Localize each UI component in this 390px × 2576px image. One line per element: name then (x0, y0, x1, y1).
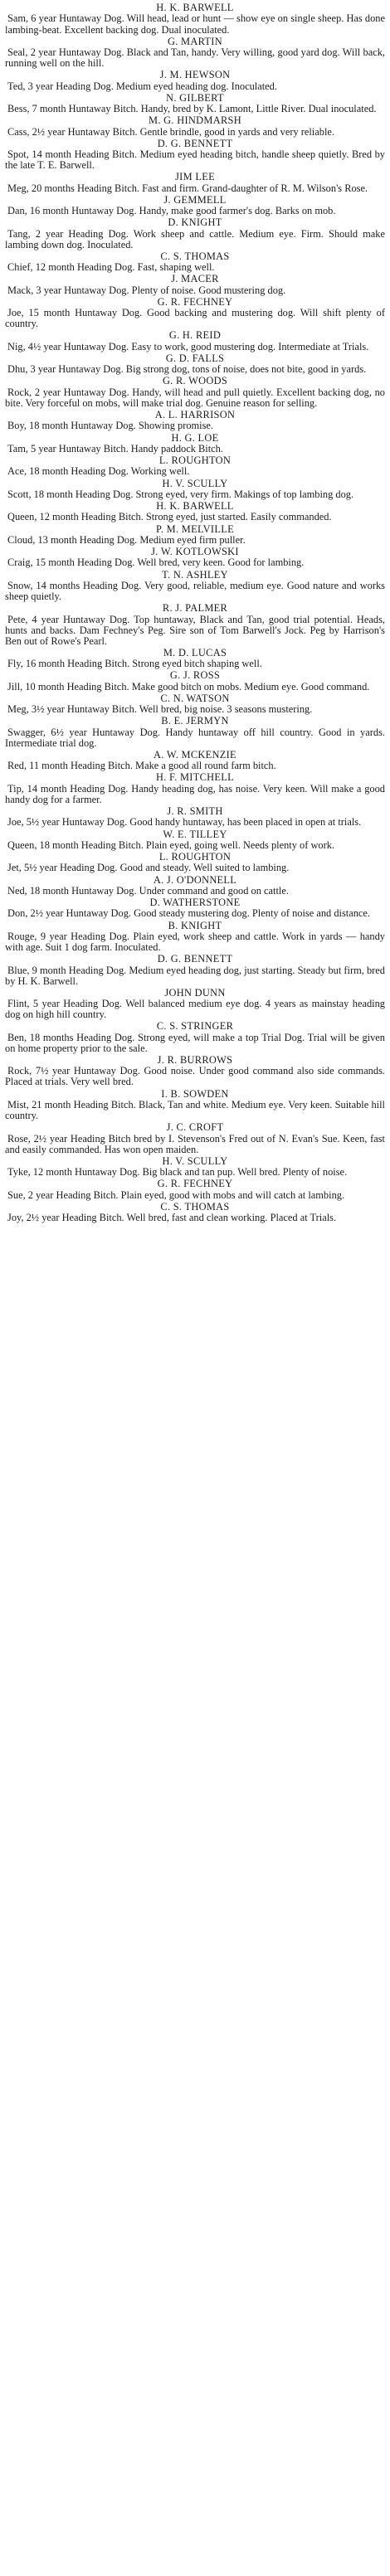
dog-description: Scott, 18 month Heading Dog. Strong eyed, very firm. Makings of top lambing dog. (7, 488, 354, 500)
breeder-name: H. V. SCULLY (162, 1154, 228, 1167)
dog-description: Mist, 21 month Heading Bitch. Black, Tan and white. Medium eye. Very keen. Suitable hill country. (5, 1098, 385, 1121)
dog-entry (5, 171, 385, 194)
breeder-name: J. MACER (171, 273, 219, 285)
dog-entry (5, 920, 385, 954)
dog-entry (5, 874, 385, 897)
dog-entry (5, 771, 385, 805)
catalogue-column (5, 0, 385, 1223)
dog-entry (5, 114, 385, 138)
dog-entry (5, 375, 385, 409)
breeder-name: H. F. MITCHELL (155, 771, 235, 784)
breeder-name: G. D. FALLS (165, 352, 225, 364)
breeder-name: J. R. BURROWS (157, 1053, 233, 1066)
dog-description: Dan, 16 month Huntaway Dog. Handy, make good farmer's dog. Barks on mob. (7, 205, 336, 217)
breeder-name: JOHN DUNN (164, 986, 226, 999)
breeder-name: C. S. STRINGER (156, 1020, 234, 1033)
breeder-name: I. B. SOWDEN (161, 1087, 229, 1100)
breeder-name: R. J. PALMER (162, 602, 228, 615)
dog-description: Meg, 20 months Heading Bitch. Fast and firm. Grand-daughter of R. M. Wilson's Rose. (7, 182, 368, 194)
breeder-name: G. J. ROSS (169, 669, 221, 682)
dog-entry (5, 194, 385, 217)
dog-entry (5, 1054, 385, 1088)
dog-entry (5, 1121, 385, 1155)
breeder-name: D. G. BENNETT (157, 137, 233, 149)
breeder-name: C. S. THOMAS (160, 1200, 230, 1213)
dog-description: Sue, 2 year Heading Bitch. Plain eyed, good with mobs and will catch at lambing. (7, 1188, 345, 1201)
dog-description: Mack, 3 year Huntaway Dog. Plenty of noise. Good mustering dog. (7, 284, 286, 296)
dog-entry (5, 546, 385, 569)
dog-description: Blue, 9 month Heading Dog. Medium eyed heading dog, just starting. Steady but firm, bred by H. K. Barwell. (5, 964, 385, 987)
breeder-name: L. ROUGHTON (158, 454, 232, 467)
dog-description: Cloud, 13 month Heading Dog. Medium eyed firm puller. (7, 533, 246, 546)
breeder-name: J. GEMMELL (163, 193, 227, 206)
dog-description: Ace, 18 month Heading Dog. Working well. (7, 465, 190, 478)
breeder-name: W. E. TILLEY (163, 828, 227, 840)
dog-description: Flint, 5 year Heading Dog. Well balanced medium eye dog. 4 years as mainstay heading dog on high hill country. (5, 998, 385, 1021)
dog-description: Ben, 18 months Heading Dog. Strong eyed, will make a top Trial Dog. Trial will be given on home property prior to the sale. (5, 1031, 385, 1054)
dog-entry (5, 953, 385, 987)
dog-entry (5, 602, 385, 647)
dog-entry (5, 92, 385, 115)
dog-entry (5, 329, 385, 352)
dog-description: Don, 2½ year Huntaway Dog. Good steady mustering dog. Plenty of noise and distance. (7, 907, 371, 920)
breeder-name: C. N. WATSON (160, 692, 230, 704)
dog-description: Jill, 10 month Heading Bitch. Make good bitch on mobs. Medium eye. Good command. (7, 680, 370, 693)
dog-description: Chief, 12 month Heading Dog. Fast, shaping well. (7, 261, 215, 274)
dog-description: Rouge, 9 year Heading Dog. Plain eyed, work sheep and cattle. Work in yards — handy with age. Suit 1 dog farm. Inoculated. (5, 930, 385, 954)
dog-entry (5, 432, 385, 455)
dog-entry (5, 569, 385, 603)
dog-entry (5, 250, 385, 274)
dog-description: Tyke, 12 month Huntaway Dog. Big black and tan pup. Well bred. Plenty of noise. (7, 1166, 348, 1179)
dog-entry (5, 1155, 385, 1179)
dog-description: Nig, 4½ year Huntaway Dog. Easy to work, good mustering dog. Intermediate at Trials. (7, 340, 369, 352)
dog-entry (5, 715, 385, 749)
dog-description: Ned, 18 month Huntaway Dog. Under command and good on cattle. (7, 884, 289, 897)
breeder-name: T. N. ASHLEY (162, 568, 228, 581)
dog-entry (5, 69, 385, 92)
breeder-name: P. M. MELVILLE (156, 522, 234, 535)
breeder-name: G. H. REID (168, 329, 222, 342)
breeder-name: A. J. O'DONNELL (153, 873, 237, 886)
dog-description: Pete, 4 year Huntaway Dog. Top huntaway, Black and Tan, good trial potential. Heads, hunts and backs. Dam Fechney's Peg. Sire son of Tom Barwell's Jock. Peg by Harrison's Ben out of Rowe's Pearl. (5, 613, 385, 647)
dog-entry (5, 523, 385, 547)
dog-entry (5, 352, 385, 376)
dog-entry (5, 749, 385, 772)
dog-entry (5, 409, 385, 432)
dog-description: Queen, 18 month Heading Bitch. Plain eyed, going well. Needs plenty of work. (7, 838, 335, 851)
breeder-name: A. L. HARRISON (154, 409, 236, 421)
dog-entry (5, 216, 385, 250)
dog-entry (5, 478, 385, 501)
dog-description: Rose, 2½ year Heading Bitch bred by I. Stevenson's Fred out of N. Evan's Sue. Keen, fast and easily commanded. Has won open maiden. (5, 1132, 385, 1155)
dog-entry (5, 851, 385, 874)
breeder-name: B. KNIGHT (168, 919, 222, 931)
breeder-name: G. R. FECHNEY (157, 295, 233, 308)
breeder-name: M. G. HINDMARSH (149, 114, 241, 127)
breeder-name: G. MARTIN (168, 35, 222, 47)
dog-description: Boy, 18 month Huntaway Dog. Showing promise. (7, 420, 214, 432)
dog-description: Bess, 7 month Huntaway Bitch. Handy, bred by K. Lamont, Little River. Dual inoculated. (7, 103, 377, 115)
dog-description: Sam, 6 year Huntaway Dog. Will head, lead or hunt — show eye on single sheep. Has done lambing-beat. Excellent backing dog. Dual inoculated. (5, 12, 385, 36)
dog-entry (5, 454, 385, 478)
dog-entry (5, 1178, 385, 1201)
dog-description: Red, 11 month Heading Bitch. Make a good all round farm bitch. (7, 760, 276, 772)
breeder-name: J. M. HEWSON (159, 69, 231, 81)
dog-description: Joe, 15 month Huntaway Dog. Good backing and mustering dog. Will shift plenty of country. (5, 307, 385, 330)
breeder-name: J. C. CROFT (166, 1121, 224, 1134)
dog-description: Meg, 3½ year Huntaway Bitch. Well bred, big noise. 3 seasons mustering. (7, 703, 313, 716)
dog-entry (5, 138, 385, 172)
dog-description: Tang, 2 year Heading Dog. Work sheep and cattle. Medium eye. Firm. Should make lambing down dog. Inoculated. (5, 227, 385, 250)
dog-description: Rock, 2 year Huntaway Dog. Handy, will head and pull quietly. Excellent backing dog, no bite. Very forceful on mobs, will make trial dog. Genuine reason for selling. (5, 386, 385, 409)
dog-description: Fly, 16 month Heading Bitch. Strong eyed bitch shaping well. (7, 658, 262, 670)
breeder-name: G. R. FECHNEY (157, 1178, 233, 1190)
dog-entry (5, 1201, 385, 1224)
dog-description: Spot, 14 month Heading Bitch. Medium eyed heading bitch, handle sheep quietly. Bred by the late T. E. Barwell. (5, 148, 385, 172)
dog-entry (5, 500, 385, 523)
dog-entry (5, 273, 385, 296)
dog-description: Swagger, 6½ year Huntaway Dog. Handy huntaway off hill country. Good in yards. Intermediate trial dog. (5, 726, 385, 749)
breeder-name: C. S. THOMAS (160, 250, 230, 262)
dog-description: Snow, 14 months Heading Dog. Very good, reliable, medium eye. Good nature and works sheep quietly. (5, 579, 385, 603)
dog-entry (5, 669, 385, 693)
dog-entry (5, 987, 385, 1021)
breeder-name: N. GILBERT (166, 91, 224, 104)
breeder-name: J. W. KOTLOWSKI (151, 546, 239, 558)
dog-description: Joy, 2½ year Heading Bitch. Well bred, fast and clean working. Placed at Trials. (7, 1212, 337, 1224)
breeder-name: G. R. WOODS (162, 375, 228, 387)
dog-description: Cass, 2½ year Huntaway Bitch. Gentle brindle, good in yards and very reliable. (7, 125, 334, 138)
dog-entry (5, 805, 385, 829)
dog-description: Ted, 3 year Heading Dog. Medium eyed heading dog. Inoculated. (7, 80, 277, 92)
dog-entry (5, 693, 385, 716)
dog-entry (5, 897, 385, 920)
breeder-name: M. D. LUCAS (163, 646, 227, 659)
breeder-name: H. K. BARWELL (156, 500, 234, 513)
dog-entry (5, 829, 385, 852)
dog-description: Craig, 15 month Heading Dog. Well bred, very keen. Good for lambing. (7, 557, 305, 569)
dog-entry (5, 647, 385, 670)
dog-entry (5, 2, 385, 36)
dog-description: Joe, 5½ year Huntaway Dog. Good handy huntaway, has been placed in open at trials. (7, 816, 362, 829)
breeder-name: L. ROUGHTON (158, 851, 232, 863)
dog-entry (5, 1020, 385, 1054)
breeder-name: H. K. BARWELL (156, 2, 234, 13)
breeder-name: A. W. MCKENZIE (154, 748, 236, 761)
breeder-name: H. G. LOE (171, 431, 219, 444)
dog-entry (5, 296, 385, 330)
breeder-name: D. KNIGHT (168, 216, 222, 229)
breeder-name: B. E. JERMYN (161, 715, 229, 727)
dog-entry (5, 1088, 385, 1122)
breeder-name: JIM LEE (175, 171, 215, 183)
dog-description: Jet, 5½ year Heading Dog. Good and steady. Well suited to lambing. (7, 862, 290, 874)
dog-description: Tam, 5 year Huntaway Bitch. Handy paddock Bitch. (7, 442, 223, 454)
dog-description: Queen, 12 month Heading Bitch. Strong eyed, just started. Easily commanded. (7, 511, 332, 523)
breeder-name: D. G. BENNETT (157, 953, 233, 965)
breeder-name: J. R. SMITH (167, 805, 223, 818)
dog-description: Tip, 14 month Heading Dog. Handy heading dog, has noise. Very keen. Will make a good handy dog for a farmer. (5, 782, 385, 805)
dog-description: Rock, 7½ year Huntaway Dog. Good noise. Under good command also side commands. Placed at trials. Very well bred. (5, 1065, 385, 1088)
dog-description: Seal, 2 year Huntaway Dog. Black and Tan, handy. Very willing, good yard dog. Will back, running well on the hill. (5, 46, 385, 70)
breeder-name: H. V. SCULLY (162, 477, 228, 489)
breeder-name: D. WATHERSTONE (149, 897, 241, 909)
dog-description: Dhu, 3 year Huntaway Dog. Big strong dog, tons of noise, does not bite, good in yards. (7, 363, 367, 376)
dog-entry (5, 36, 385, 70)
